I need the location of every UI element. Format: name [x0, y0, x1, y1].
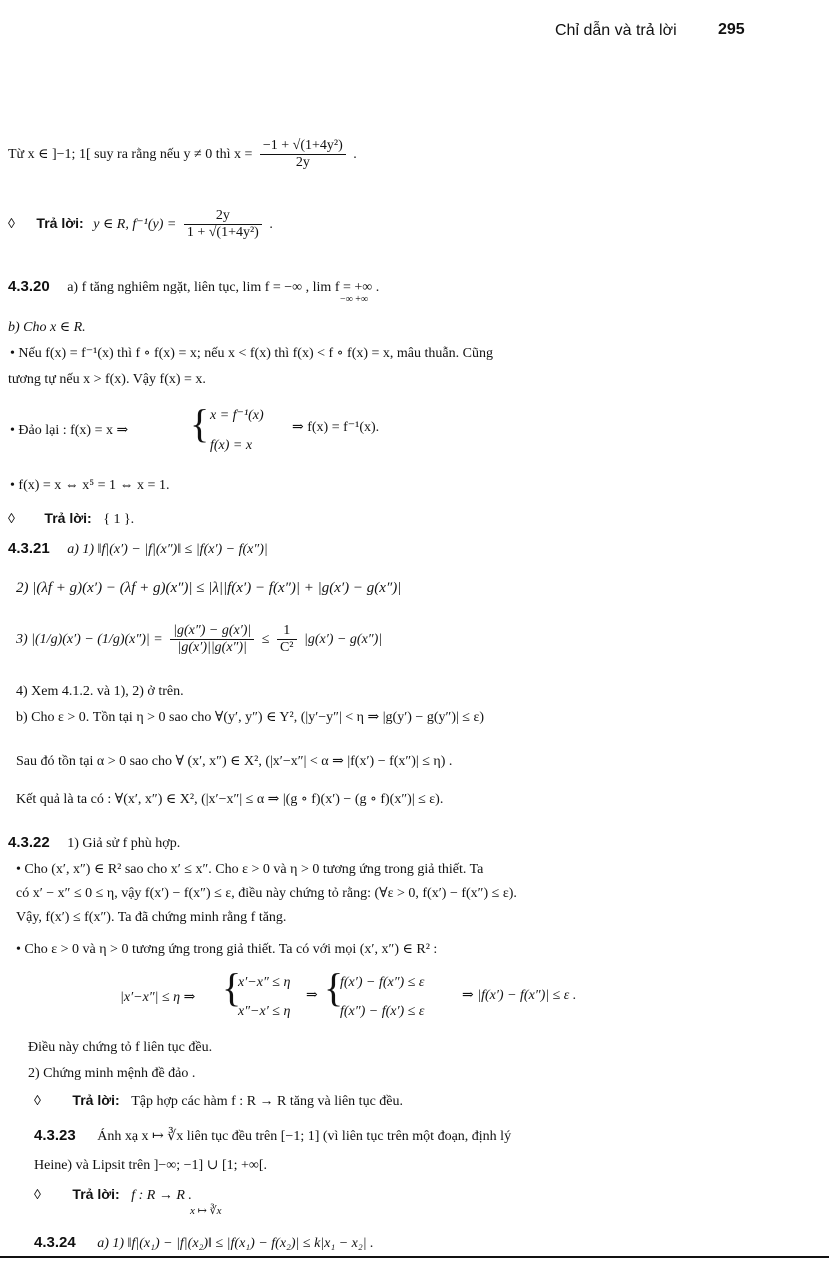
text-line: ⇒ f(x) = f⁻¹(x). [292, 420, 380, 435]
answer-line [8, 510, 134, 528]
text-line: Vậy, f(x′) ≤ f(x″). Ta đã chứng minh rằng f tăng. [16, 910, 287, 925]
fraction-denominator: 2y [295, 155, 310, 171]
fraction-numerator: 1 [277, 623, 297, 640]
system-row: f(x′) − f(x″) ≤ ε [340, 975, 425, 990]
diamond-icon: ◊ [8, 216, 15, 232]
formula-text: 3) |(1/g)(x′) − (1/g)(x″)| = [16, 631, 163, 647]
text-line: Heine) và Lipsit trên ]−∞; −1] ∪ [1; +∞[. [34, 1158, 268, 1173]
answer-line [34, 1186, 192, 1204]
line-text: a) 1) ‖f|(x′) − |f|(x″)‖ ≤ |f(x′) − f(x″)| [67, 542, 268, 557]
exercise-line [8, 834, 180, 852]
line-text: Từ x ∈ ]−1; 1[ suy ra rằng nếu y ≠ 0 thì x = [8, 146, 253, 162]
fraction [184, 208, 262, 241]
answer-text: Tập hợp các hàm f : R → R tăng và liên tục đều. [131, 1094, 404, 1109]
left-brace: { [222, 965, 242, 1010]
bullet-line: • Cho ε > 0 và η > 0 tương ứng trong giả thiết. Ta có với mọi (x′, x″) ∈ R² : [16, 942, 438, 957]
bullet-line: • Nếu f(x) = f⁻¹(x) thì f ∘ f(x) = x; nếu x < f(x) thì f(x) < f ∘ f(x) = x, mâu thuẫn. Cũng [10, 346, 493, 361]
fraction-numerator: |g(x″) − g(x′)| [170, 623, 254, 640]
line-end: . [353, 146, 357, 162]
exercise-number: 4.3.24 [34, 1234, 76, 1251]
limit-subscripts: −∞ +∞ [340, 294, 369, 305]
left-brace: { [324, 965, 344, 1010]
answer-text: y ∈ R, f⁻¹(y) = [93, 216, 177, 232]
system-row: x = f⁻¹(x) [210, 408, 264, 423]
answer-line [8, 208, 273, 241]
left-brace: { [190, 401, 210, 446]
line-end: . [269, 216, 273, 232]
exercise-line [34, 1234, 374, 1252]
text-line: b) Cho ε > 0. Tồn tại η > 0 sao cho ∀(y′, y″) ∈ Y², (|y′−y″| < η ⇒ |g(y′) − g(y″)| ≤ ε) [16, 710, 485, 725]
system-row: x′−x″ ≤ η [238, 975, 291, 990]
fraction-numerator: −1 + √(1+4y²) [260, 138, 346, 155]
system-row: f(x″) − f(x′) ≤ ε [340, 1004, 425, 1019]
fraction-numerator: 2y [184, 208, 262, 225]
formula-line: 2) |(λf + g)(x′) − (λf + g)(x″)| ≤ |λ||f(x′) − f(x″)| + |g(x′) − g(x″)| [16, 580, 402, 596]
diamond-icon: ◊ [34, 1094, 41, 1109]
fraction [260, 138, 346, 171]
text-line: • Đảo lại : f(x) = x ⇒ [10, 423, 129, 438]
line-text: Ánh xạ x ↦ ∛x liên tục đều trên [−1; 1] (vì liên tục trên một đoạn, định lý [97, 1129, 512, 1144]
text-line: Sau đó tồn tại α > 0 sao cho ∀ (x′, x″) ∈ X², (|x′−x″| < α ⇒ |f(x′) − f(x″)| ≤ η) . [16, 754, 453, 769]
formula-text: |g(x′) − g(x″)| [304, 631, 383, 647]
bottom-rule [0, 1256, 829, 1258]
answer-label: Trả lời: [72, 1186, 120, 1202]
text-line: 4) Xem 4.1.2. và 1), 2) ở trên. [16, 684, 184, 699]
text-line: Kết quả là ta có : ∀(x′, x″) ∈ X², (|x′−x″| ≤ α ⇒ |(g ∘ f)(x′) − (g ∘ f)(x″)| ≤ ε). [16, 792, 444, 807]
fraction [277, 623, 297, 656]
exercise-number: 4.3.20 [8, 278, 50, 295]
answer-text: { 1 }. [103, 512, 135, 527]
bullet-line: • Cho (x′, x″) ∈ R² sao cho x′ ≤ x″. Cho ε > 0 và η > 0 tương ứng trong giả thiết. Ta [16, 862, 484, 877]
answer-label: Trả lời: [36, 214, 84, 231]
page-number: 295 [718, 21, 745, 38]
fraction-denominator: 1 + √(1+4y²) [186, 225, 259, 241]
line-text: a) 1) ‖f|(x₁) − |f|(x₂)‖ ≤ |f(x₁) − f(x₂)| ≤ k|x₁ − x₂| . [97, 1236, 374, 1251]
text-line: Điều này chứng tỏ f liên tục đều. [28, 1040, 213, 1055]
formula-text: ⇒ |f(x′) − f(x″)| ≤ ε . [462, 988, 577, 1003]
formula-text: |x′−x″| ≤ η ⇒ [120, 990, 196, 1005]
exercise-number: 4.3.21 [8, 540, 50, 557]
exercise-line [8, 540, 268, 558]
formula-text: ≤ [261, 631, 270, 647]
text-line: 2) Chứng minh mệnh đề đảo . [28, 1066, 196, 1081]
text-line: tương tự nếu x > f(x). Vậy f(x) = x. [8, 372, 206, 387]
system-row: x″−x′ ≤ η [238, 1004, 291, 1019]
formula-line [16, 623, 382, 656]
mapping-subscript: x ↦ ∛x [190, 1205, 222, 1217]
bullet-line: • f(x) = x ⇔ x⁵ = 1 ⇔ x = 1. [10, 478, 170, 493]
text-line [8, 138, 357, 171]
exercise-number: 4.3.22 [8, 834, 50, 851]
formula-text: ⇒ [306, 988, 318, 1003]
exercise-number: 4.3.23 [34, 1127, 76, 1144]
fraction-denominator: |g(x′)||g(x″)| [177, 640, 247, 656]
running-header-title: Chỉ dẫn và trả lời [555, 22, 677, 39]
diamond-icon: ◊ [8, 512, 15, 527]
answer-label: Trả lời: [72, 1092, 120, 1108]
diamond-icon: ◊ [34, 1188, 41, 1203]
exercise-line [8, 278, 379, 296]
text-line: b) Cho x ∈ R. [8, 320, 86, 335]
fraction [170, 623, 254, 656]
system-row: f(x) = x [210, 438, 253, 453]
exercise-line [34, 1127, 511, 1145]
answer-text: f : R → R . [131, 1188, 192, 1203]
line-text: 1) Giả sử f phù hợp. [67, 836, 181, 851]
answer-label: Trả lời: [44, 510, 92, 526]
text-line: có x′ − x″ ≤ 0 ≤ η, vậy f(x′) − f(x″) ≤ ε, điều này chứng tỏ rằng: (∀ε > 0, f(x′) − f(x″) ≤ ε). [16, 886, 517, 901]
fraction-denominator: C² [279, 640, 294, 656]
answer-line [34, 1092, 403, 1110]
line-text: a) f tăng nghiêm ngặt, liên tục, lim f = −∞ , lim f = +∞ . [67, 280, 380, 295]
